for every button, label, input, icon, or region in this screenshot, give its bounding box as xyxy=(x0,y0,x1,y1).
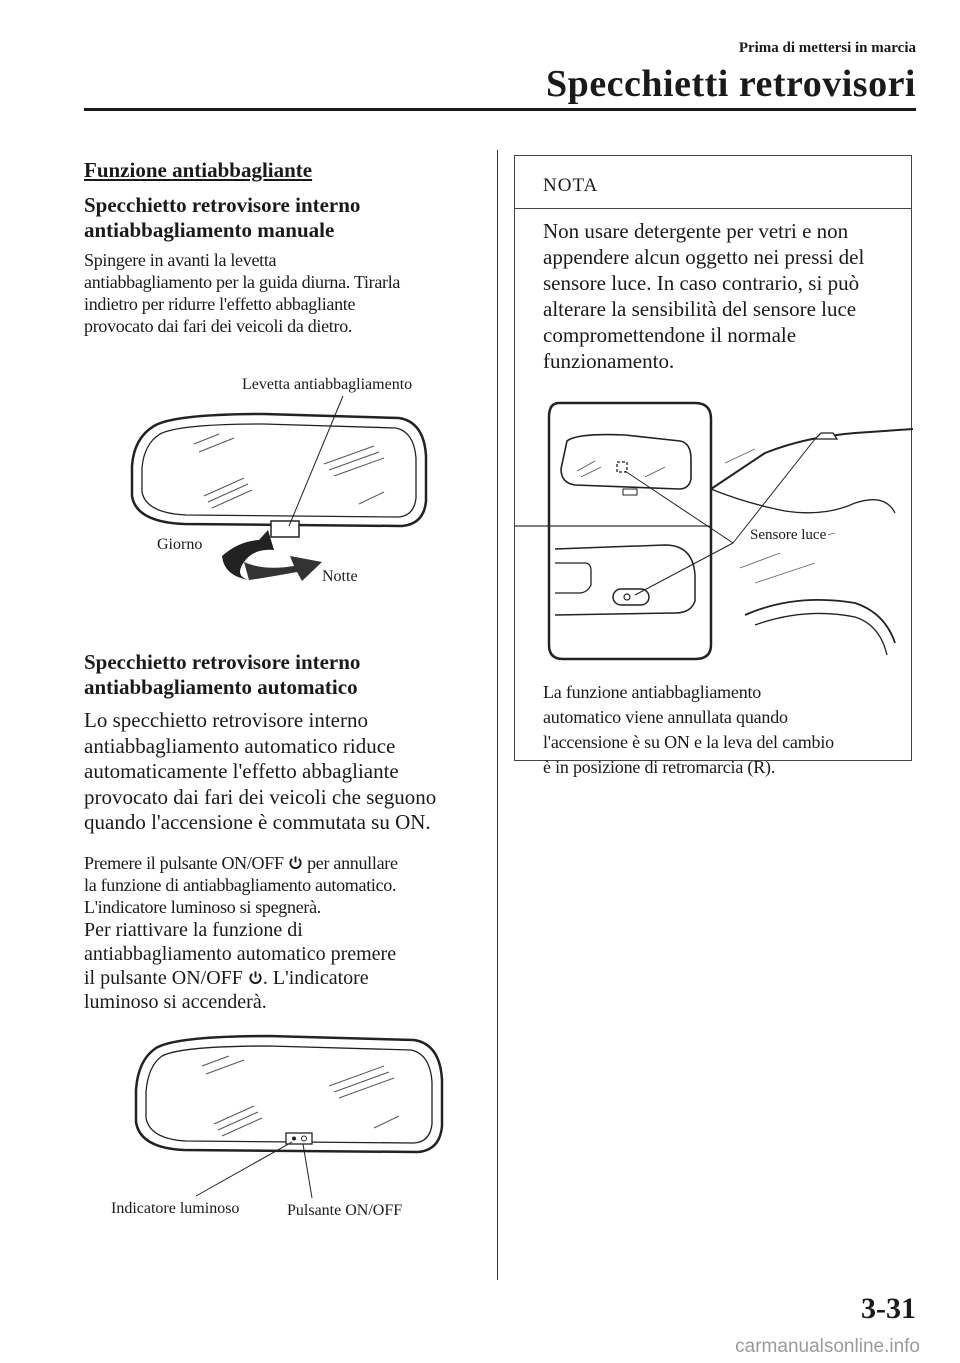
text-line: automaticamente l'effetto abbagliante xyxy=(84,759,399,783)
power-icon xyxy=(288,855,303,870)
power-icon xyxy=(248,970,263,985)
reactivate-pre: il pulsante ON/OFF xyxy=(84,966,243,989)
text-line: appendere alcun oggetto nei pressi del xyxy=(543,245,865,269)
off-pre: Premere il pulsante ON/OFF xyxy=(84,852,284,873)
text-line: luminoso si accenderà. xyxy=(84,990,267,1013)
auto-mirror-off-instructions xyxy=(84,852,480,918)
text-line: la funzione di antiabbagliamento automatico. xyxy=(84,874,397,895)
chapter-title: Specchietti retrovisori xyxy=(546,63,916,105)
indicator-label: Indicatore luminoso xyxy=(111,1200,240,1217)
note-text xyxy=(543,218,903,374)
text-line: antiabbagliamento per la guida diurna. Tirarla xyxy=(84,272,401,292)
note-box xyxy=(514,155,912,777)
auto-mirror-figure xyxy=(84,1026,494,1231)
note-header xyxy=(515,156,911,209)
text-line: Per riattivare la funzione di xyxy=(84,918,303,941)
note-label: NOTA xyxy=(543,175,599,196)
day-label: Giorno xyxy=(157,536,203,553)
sensor-illustration xyxy=(515,393,913,663)
text-line: antiabbagliamento automatico premere xyxy=(84,942,397,965)
left-column-top xyxy=(84,158,480,337)
watermark: carmanualsonline.info xyxy=(735,1336,920,1357)
text-line: provocato dai fari dei veicoli da dietro. xyxy=(84,316,353,336)
auto-mirror-description xyxy=(84,708,480,836)
off-post: per annullare xyxy=(307,852,398,873)
manual-mirror-illustration xyxy=(84,366,494,596)
manual-mirror-instructions xyxy=(84,249,480,337)
text-line: compromettendone il normale xyxy=(543,323,797,347)
auto-mirror-reactivate-instructions xyxy=(84,918,480,1014)
chapter-label: Prima di mettersi in marcia xyxy=(738,40,916,56)
text-line: alterare la sensibilità del sensore luce xyxy=(543,297,857,321)
text-line: l'accensione è su ON e la leva del cambio xyxy=(543,732,834,752)
text-line: quando l'accensione è commutata su ON. xyxy=(84,810,431,834)
text-line xyxy=(84,966,480,990)
left-column-auto xyxy=(84,650,480,1014)
text-line: Spingere in avanti la levetta xyxy=(84,250,277,270)
section-title: Funzione antiabbagliante xyxy=(84,158,313,182)
lever-label: Levetta antiabbagliamento xyxy=(242,376,413,393)
text-line: sensore luce. In caso contrario, si può xyxy=(543,271,860,295)
text-line: funzionamento. xyxy=(543,349,675,373)
auto-mirror-title xyxy=(84,650,480,700)
sensor-label: Sensore luce xyxy=(750,527,827,543)
reactivate-post: . L'indicatore xyxy=(262,966,369,989)
header-rule xyxy=(84,108,916,111)
sensor-figure xyxy=(515,393,913,663)
text-line: Non usare detergente per vetri e non xyxy=(543,219,849,243)
text-line xyxy=(84,852,480,874)
text-line: è in posizione di retromarcia (R). xyxy=(543,757,776,777)
manual-mirror-title-line: Specchietto retrovisore interno xyxy=(84,193,361,217)
manual-mirror-title xyxy=(84,193,480,243)
text-line: antiabbagliamento automatico riduce xyxy=(84,733,396,758)
auto-mirror-title-line: antiabbagliamento automatico xyxy=(84,675,358,699)
on-off-button-label: Pulsante ON/OFF xyxy=(287,1202,403,1219)
text-line: automatico viene annullata quando xyxy=(543,707,788,727)
note-footer-text xyxy=(543,680,905,780)
text-line: L'indicatore luminoso si spegnerà. xyxy=(84,896,321,917)
text-line: Lo specchietto retrovisore interno xyxy=(84,708,368,732)
page-number: 3-31 xyxy=(861,1292,916,1325)
column-divider xyxy=(497,150,498,1280)
text-line: La funzione antiabbagliamento xyxy=(543,682,762,702)
night-label: Notte xyxy=(322,568,358,585)
manual-mirror-title-line: antiabbagliamento manuale xyxy=(84,218,335,242)
text-line: provocato dai fari dei veicoli che seguono xyxy=(84,784,437,809)
text-line: indietro per ridurre l'effetto abbagliante xyxy=(84,294,356,314)
auto-mirror-title-line: Specchietto retrovisore interno xyxy=(84,650,361,674)
manual-mirror-figure xyxy=(84,366,494,596)
